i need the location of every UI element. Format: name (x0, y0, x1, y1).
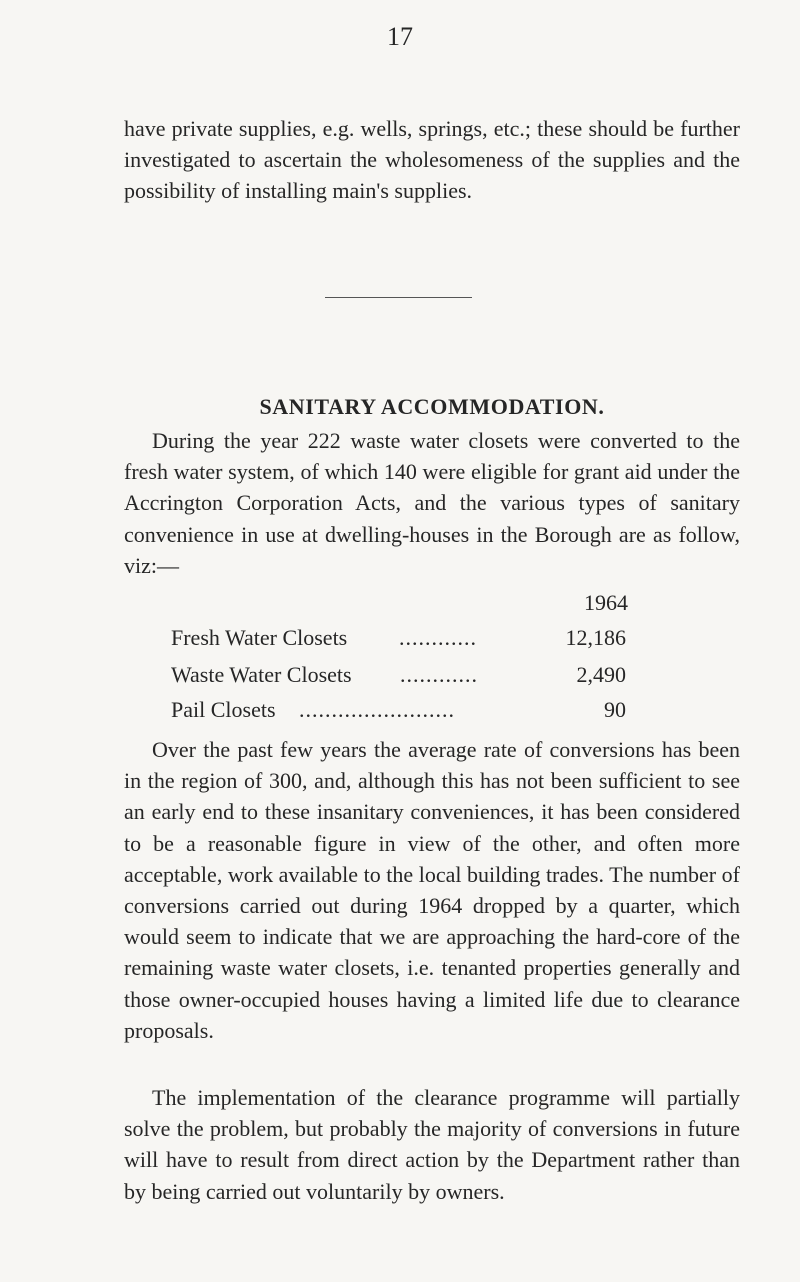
table-row (171, 625, 626, 653)
table-row-leader: ............ (399, 625, 477, 650)
table-row (171, 662, 626, 690)
paragraph-clearance-programme: The implementation of the clearance programme will partially solve the problem, but probably the majority of conversions in future will have to result from direct action by the Department rather than by being carried out voluntarily by owners. (124, 1085, 740, 1204)
page-number: 17 (387, 22, 413, 51)
table-row-value: 90 (604, 697, 626, 722)
table-year-header: 1964 (584, 590, 628, 615)
paragraph-conversion-rate: Over the past few years the average rate of conversions has been in the region of 300, and, although this has not been sufficient to see an early end to these insanitary conveniences, it has been considered to be a reasonable figure in view of the other, and often more acceptable, work available to the local building trades. The number of conversions carried out during 1964 dropped by a quarter, which would seem to indicate that we are approaching the hard-core of the remaining waste water closets, i.e. tenanted properties generally and those owner-occupied houses having a limited life due to clearance proposals. (124, 737, 740, 1043)
table-row-label: Waste Water Closets (171, 662, 352, 687)
paragraph-sanitary-conversions (124, 425, 740, 581)
paragraph-sanitary-conversions-text: During the year 222 waste water closets were converted to the fresh water system, of which 140 were eligible for grant aid under the Accrington Corporation Acts, and the various types of sanitary convenience in use at dwelling-houses in the Borough are as follow, viz:— (124, 428, 740, 578)
section-heading: SANITARY ACCOMMODATION. (259, 394, 605, 419)
table-row-leader: ............ (400, 662, 478, 687)
table-row-label: Pail Closets (171, 697, 276, 722)
table-row-value: 2,490 (576, 662, 626, 687)
paragraph-private-supplies: have private supplies, e.g. wells, springs, etc.; these should be further investigated to ascertain the wholesomeness of the supplies and the possibility of installing main's supplies. (124, 116, 740, 204)
section-divider (325, 297, 472, 298)
table-row-leader: ........................ (299, 697, 455, 722)
table-row (171, 697, 626, 725)
table-row-value: 12,186 (565, 625, 626, 650)
table-row-label: Fresh Water Closets (171, 625, 348, 650)
